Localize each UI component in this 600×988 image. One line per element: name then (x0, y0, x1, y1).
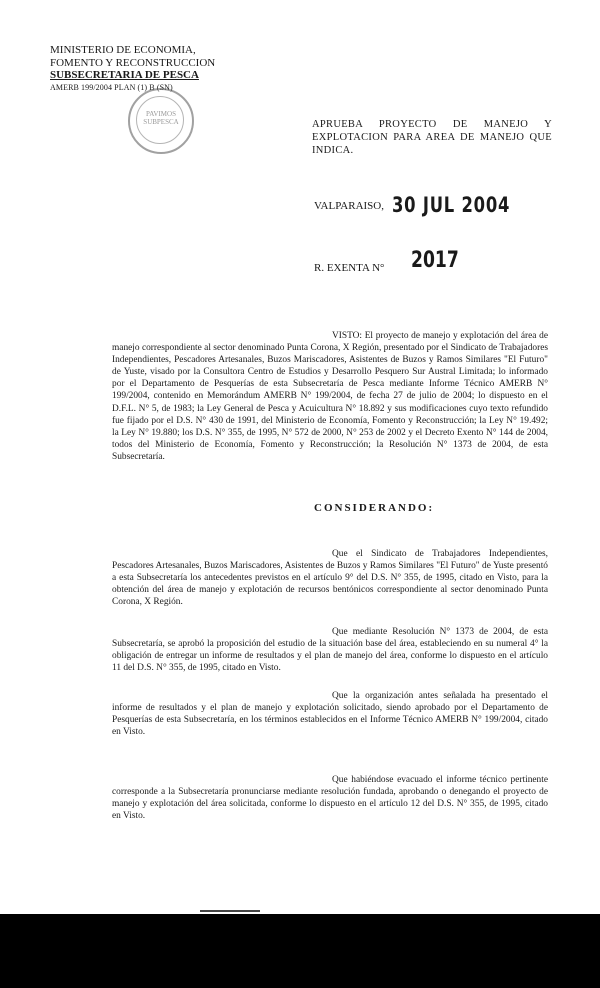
considerando-paragraph-3: Que la organización antes señalada ha presentado el informe de resultados y el plan de manejo y explotación solicitado, siendo aprobado por el Departamento de Pesquerías de esta Subsecretaría, en los términos establecidos en el Informe Técnico AMERB N° 199/2004, citado en Visto. (112, 691, 548, 738)
scan-bottom-edge (0, 914, 600, 988)
ministry-name: MINISTERIO DE ECONOMIA, (50, 44, 196, 56)
considerando-paragraph-1: Que el Sindicato de Trabajadores Independientes, Pescadores Artesanales, Buzos Mariscadores, Asistentes de Buzos y Ramos Similares "El Futuro" de Yuste presentó a esta Subsecretaría los antecedentes previstos en el artículo 9° del D.S. N° 355, de 1995, citado en Visto, para la obtención del área de manejo y explotación de recursos bentónicos correspondiente al sector denominado Punta Corona, X Región. (112, 549, 548, 608)
reference-code: AMERB 199/2004 PLAN (1) B (SN) (50, 82, 173, 92)
scan-mark (200, 910, 260, 912)
ministry-name-2: FOMENTO Y RECONSTRUCCION (50, 56, 216, 69)
considerando-paragraph-2: Que mediante Resolución N° 1373 de 2004, de esta Subsecretaría, se aprobó la proposición del estudio de la situación base del área, estableciendo en su numeral 4° la obligación de entregar un informe de resultados y el plan de manejo del área, conforme lo dispuesto en el artículo 11 del D.S. N° 355, de 1995, citado en Visto. (112, 627, 548, 674)
seal-text: PAVIMOS SUBPESCA (143, 110, 179, 126)
visto-paragraph: VISTO: El proyecto de manejo y explotación del área de manejo correspondiente al sector denominado Punta Corona, X Región, presentado por el Sindicato de Trabajadores Independientes, Pescadores Artesanales, Buzos Mariscadores, Asistentes de Buzos y Ramos Similares "El Futuro" de Yuste, visado por la Consultora Centro de Estudios y Desarrollo Pesquero Sur Austral Limitada; lo informado por el Departamento de Pesquerías de esta Subsecretaría de Pesca mediante Informe Técnico AMERB N° 199/2004, contenido en Memorándum AMERB N° 199/2004, de fecha 27 de julio de 2004; lo dispuesto en el D.F.L. N° 5, de 1983; la Ley General de Pesca y Acuicultura N° 18.892 y sus modificaciones cuyo texto refundido fue fijado por el D.S. N° 430 de 1991, del Ministerio de Economía, Fomento y Reconstrucción; la Ley N° 19.492; la Ley N° 19.880; los D.S. N° 355, de 1995, N° 572 de 2000, N° 253 de 2002 y el Decreto Exento N° 144 de 2004, todos del Ministerio de Economía, Fomento y Reconstrucción; la Resolución N° 1373 de 2004, de esta Subsecretaría. (112, 331, 548, 462)
considerando-paragraph-4: Que habiéndose evacuado el informe técnico pertinente corresponde a la Subsecretaría pronunciarse mediante resolución fundada, aprobando o denegando el proyecto de manejo y explotación del área solicitada, conforme lo dispuesto en el artículo 12 del D.S. N° 355, de 1995, citado en Visto. (112, 775, 548, 822)
document-subject: APRUEBA PROYECTO DE MANEJO Y EXPLOTACION PARA AREA DE MANEJO QUE INDICA. (312, 119, 552, 156)
letterhead (50, 44, 216, 94)
resolution-label: R. EXENTA N° (314, 262, 385, 274)
stamped-date: 30 JUL 2004 (392, 193, 511, 217)
place-label: VALPARAISO, (314, 200, 384, 212)
considerando-heading: CONSIDERANDO: (314, 502, 435, 514)
subsecretaria-name: SUBSECRETARIA DE PESCA (50, 69, 199, 81)
official-seal-stamp (128, 88, 194, 154)
resolution-number: 2017 (411, 248, 459, 273)
